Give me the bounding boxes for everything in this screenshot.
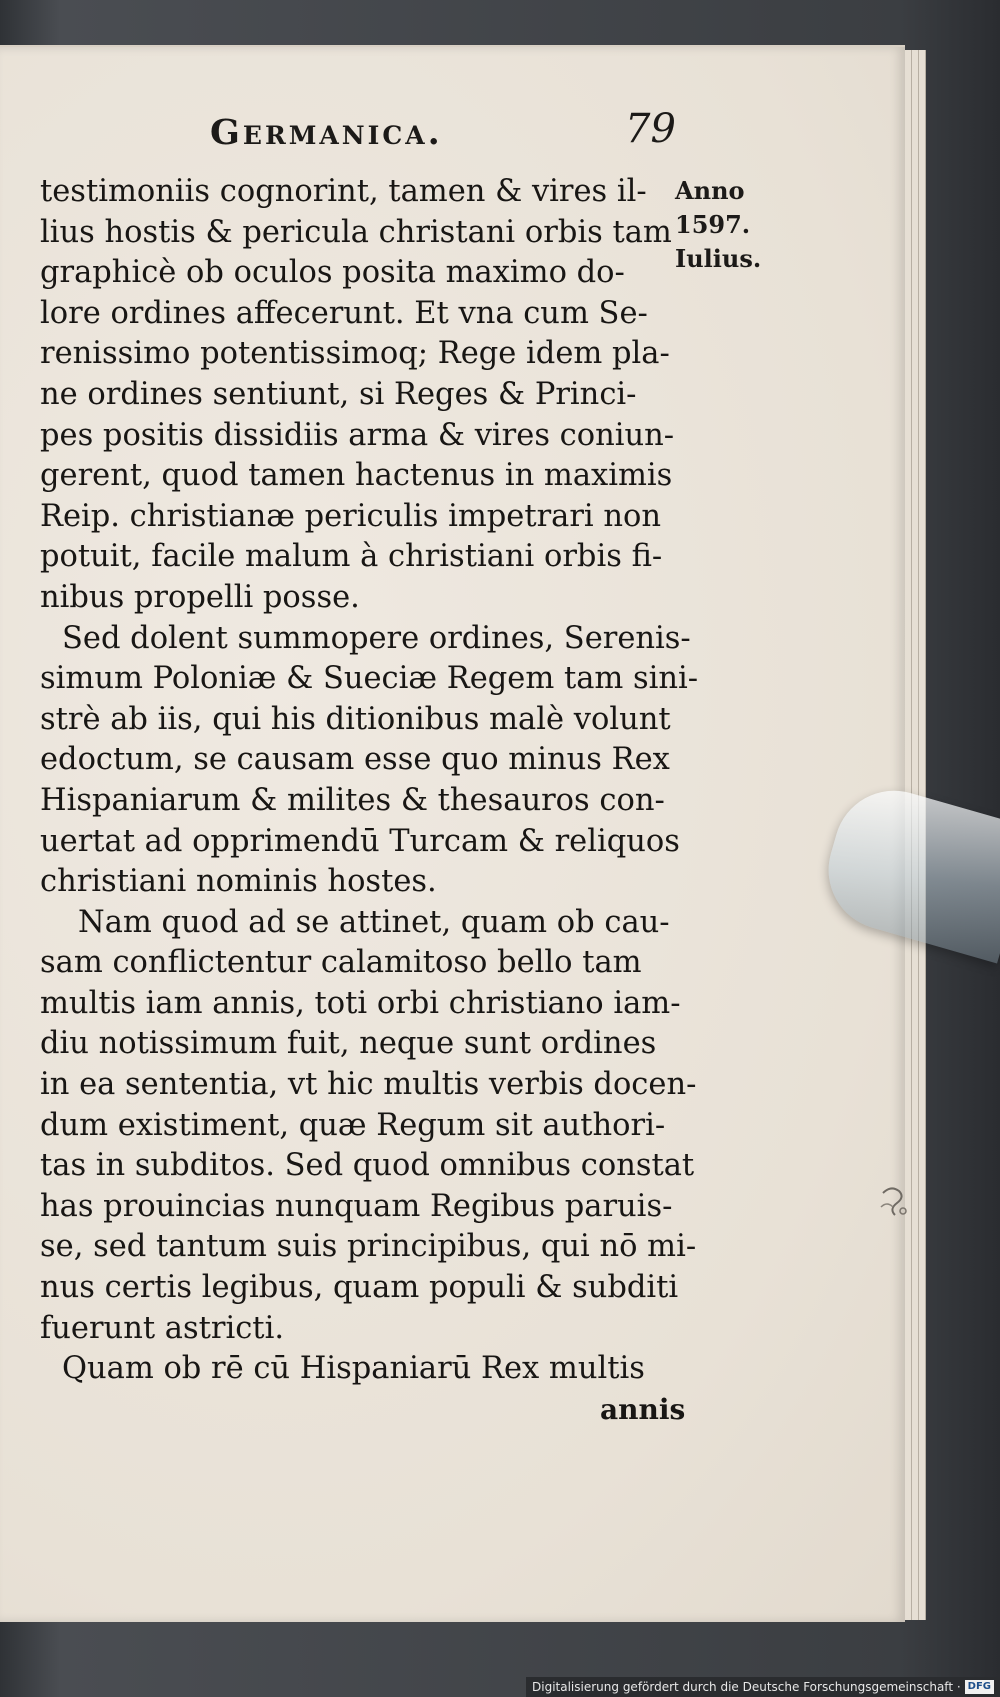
margin-note-line: 1597. [675, 210, 751, 239]
running-title: Germanica. [210, 112, 443, 153]
text-line: multis iam annis, toti orbi christiano iam- [40, 985, 681, 1021]
page-header [0, 106, 905, 172]
text-line: strè ab iis, qui his ditionibus malè volunt [40, 701, 671, 737]
text-line: testimoniis cognorint, tamen & vires il- [40, 174, 647, 209]
text-line: Reip. christianæ periculis impetrari non [40, 498, 662, 534]
paragraph-start-line: Sed dolent summopere ordines, Serenis- [62, 620, 691, 656]
text-line: sam conflictentur calamitoso bello tam [40, 945, 642, 981]
text-line: uertat ad opprimendū Turcam & reliquos [40, 823, 680, 859]
text-line: edoctum, se causam esse quo minus Rex [40, 742, 670, 778]
text-line: simum Poloniæ & Sueciæ Regem tam sini- [40, 661, 699, 697]
margin-note-line: Anno [675, 176, 745, 205]
page-number: 79 [625, 106, 676, 152]
text-line: nus certis legibus, quam populi & subditi [40, 1270, 679, 1306]
footer-text: Digitalisierung gefördert durch die Deutsche Forschungsgemeinschaft · [532, 1680, 961, 1694]
margin-note [675, 174, 785, 276]
text-line: lore ordines affecerunt. Et vna cum Se- [40, 295, 648, 331]
text-line: fuerunt astricti. [40, 1310, 285, 1346]
text-line: ne ordines sentiunt, si Reges & Princi- [40, 376, 637, 412]
digitization-footer [526, 1677, 1000, 1697]
margin-note-line: Iulius. [675, 244, 762, 273]
text-line: tas in subditos. Sed quod omnibus constat [40, 1148, 695, 1184]
library-stamp-icon [877, 1183, 911, 1219]
text-line: diu notissimum fuit, neque sunt ordines [40, 1026, 657, 1062]
text-line: in ea sententia, vt hic multis verbis docen- [40, 1067, 697, 1103]
text-line: se, sed tantum suis principibus, qui nō mi- [40, 1229, 697, 1265]
text-line: christiani nominis hostes. [40, 864, 437, 900]
paragraph-start-line: Quam ob rē cū Hispaniarū Rex multis [62, 1351, 645, 1387]
text-line: has prouincias nunquam Regibus paruis- [40, 1188, 673, 1224]
text-line: lius hostis & pericula christani orbis tam [40, 214, 672, 250]
text-line: dum existiment, quæ Regum sit authori- [40, 1107, 666, 1143]
text-line: graphicè ob oculos posita maximo do- [40, 255, 625, 291]
text-line: Hispaniarum & milites & thesauros con- [40, 782, 665, 818]
text-line: renissimo potentissimoq; Rege idem pla- [40, 336, 670, 372]
text-line: gerent, quod tamen hactenus in maximis [40, 458, 673, 494]
dfg-logo: DFG [965, 1680, 994, 1694]
catchword: annis [600, 1392, 686, 1426]
text-line: pes positis dissidiis arma & vires coniun- [40, 417, 675, 453]
body-text [40, 172, 699, 1430]
paragraph-start-line: Nam quod ad se attinet, quam ob cau- [78, 904, 670, 940]
text-line: potuit, facile malum à christiani orbis fi- [40, 539, 663, 575]
text-line: nibus propelli posse. [40, 579, 360, 615]
